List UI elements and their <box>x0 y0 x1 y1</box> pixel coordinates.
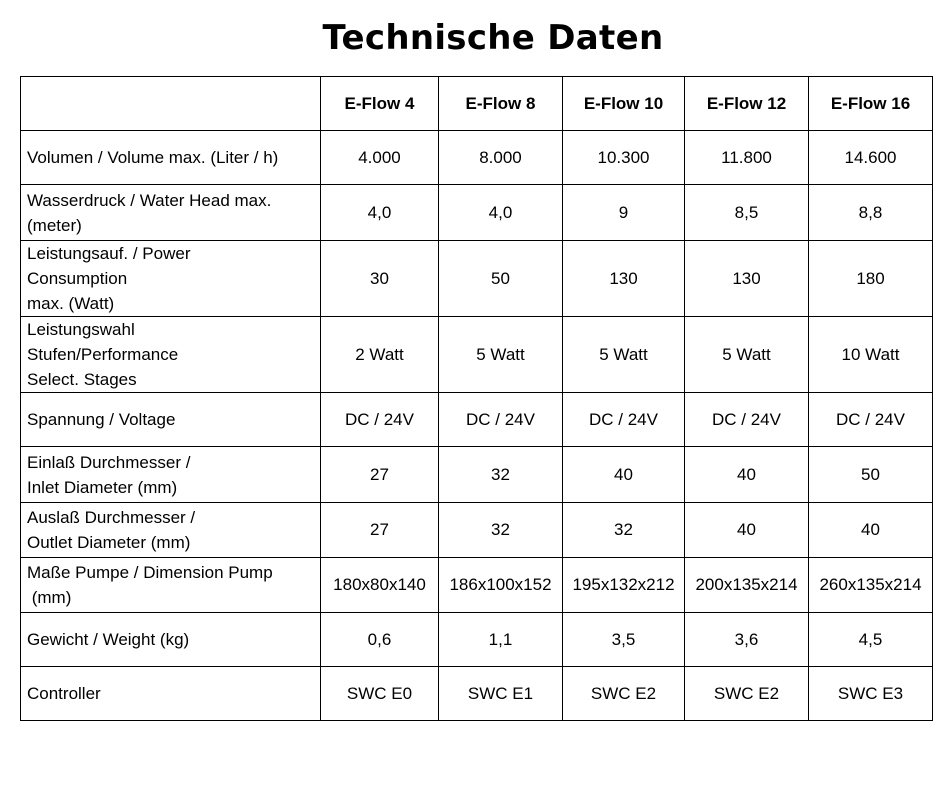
model-header: E-Flow 8 <box>439 77 563 131</box>
table-cell: 5 Watt <box>563 317 685 393</box>
row-label <box>21 393 321 447</box>
table-row-weight <box>21 613 933 667</box>
table-cell: 2 Watt <box>321 317 439 393</box>
row-label-line: Spannung / Voltage <box>27 410 176 429</box>
table-row-outlet-diameter <box>21 503 933 558</box>
row-label <box>21 317 321 393</box>
table-cell: 11.800 <box>685 131 809 185</box>
row-label <box>21 131 321 185</box>
table-cell: 40 <box>685 447 809 503</box>
table-cell: 8.000 <box>439 131 563 185</box>
table-cell: 180 <box>809 241 933 317</box>
table-cell: 32 <box>439 503 563 558</box>
table-row-voltage <box>21 393 933 447</box>
row-label-line: Controller <box>27 684 101 703</box>
table-row-controller <box>21 667 933 721</box>
table-cell: 200x135x214 <box>685 558 809 613</box>
table-cell: 3,6 <box>685 613 809 667</box>
table-cell: SWC E2 <box>563 667 685 721</box>
table-cell: 27 <box>321 503 439 558</box>
table-cell: SWC E2 <box>685 667 809 721</box>
table-cell: DC / 24V <box>685 393 809 447</box>
row-label-line: Select. Stages <box>27 370 137 389</box>
row-label-line: (mm) <box>27 588 72 607</box>
table-cell: DC / 24V <box>563 393 685 447</box>
table-cell: 195x132x212 <box>563 558 685 613</box>
table-row-volume <box>21 131 933 185</box>
table-row-dimension <box>21 558 933 613</box>
row-label-line: Maße Pumpe / Dimension Pump <box>27 563 273 582</box>
table-cell: DC / 24V <box>809 393 933 447</box>
table-cell: 3,5 <box>563 613 685 667</box>
row-label-line: (meter) <box>27 215 82 235</box>
model-header: E-Flow 16 <box>809 77 933 131</box>
table-row-power-consumption <box>21 241 933 317</box>
table-cell: 50 <box>809 447 933 503</box>
row-label <box>21 241 321 317</box>
row-label-line: Inlet Diameter (mm) <box>27 477 178 497</box>
table-cell: DC / 24V <box>321 393 439 447</box>
table-cell: 130 <box>685 241 809 317</box>
row-label-line: Auslaß Durchmesser / <box>27 508 196 527</box>
row-label-line: Leistungsauf. / Power <box>27 244 191 263</box>
row-label <box>21 185 321 241</box>
row-label <box>21 613 321 667</box>
table-cell: 1,1 <box>439 613 563 667</box>
model-header: E-Flow 12 <box>685 77 809 131</box>
row-label <box>21 447 321 503</box>
table-cell: 5 Watt <box>685 317 809 393</box>
table-cell: 8,8 <box>809 185 933 241</box>
table-cell: 186x100x152 <box>439 558 563 613</box>
row-label <box>21 503 321 558</box>
table-cell: 10.300 <box>563 131 685 185</box>
table-cell: 5 Watt <box>439 317 563 393</box>
technical-data-table <box>20 76 933 721</box>
row-label <box>21 667 321 721</box>
table-cell: SWC E1 <box>439 667 563 721</box>
row-label-line: Leistungswahl <box>27 320 135 339</box>
table-cell: 27 <box>321 447 439 503</box>
table-cell: 8,5 <box>685 185 809 241</box>
row-label-line: Gewicht / Weight (kg) <box>27 630 190 649</box>
row-label-line: Wasserdruck / Water Head max. <box>27 190 272 210</box>
table-cell: SWC E3 <box>809 667 933 721</box>
table-cell: SWC E0 <box>321 667 439 721</box>
model-header: E-Flow 4 <box>321 77 439 131</box>
table-cell: 14.600 <box>809 131 933 185</box>
page-title: Technische Daten <box>322 18 664 58</box>
table-cell: 32 <box>439 447 563 503</box>
table-cell: 30 <box>321 241 439 317</box>
table-cell: 4.000 <box>321 131 439 185</box>
table-row-water-head <box>21 185 933 241</box>
table-cell: 40 <box>809 503 933 558</box>
table-cell: 40 <box>685 503 809 558</box>
table-cell: 4,0 <box>321 185 439 241</box>
table-cell: 10 Watt <box>809 317 933 393</box>
table-cell: 4,0 <box>439 185 563 241</box>
table-row-performance-stages <box>21 317 933 393</box>
table-cell: 4,5 <box>809 613 933 667</box>
table-cell: DC / 24V <box>439 393 563 447</box>
table-cell: 40 <box>563 447 685 503</box>
row-label-line: Outlet Diameter (mm) <box>27 533 191 552</box>
table-cell: 0,6 <box>321 613 439 667</box>
table-row-inlet-diameter <box>21 447 933 503</box>
row-label <box>21 558 321 613</box>
row-label-line: max. (Watt) <box>27 294 115 313</box>
model-header: E-Flow 10 <box>563 77 685 131</box>
table-cell: 130 <box>563 241 685 317</box>
table-cell: 9 <box>563 185 685 241</box>
table-cell: 32 <box>563 503 685 558</box>
table-cell: 180x80x140 <box>321 558 439 613</box>
row-label-line: Volumen / Volume max. (Liter / h) <box>27 148 279 167</box>
row-label-line: Einlaß Durchmesser / <box>27 452 191 472</box>
header-corner-cell <box>21 77 321 131</box>
table-cell: 260x135x214 <box>809 558 933 613</box>
row-label-line: Consumption <box>27 269 128 288</box>
row-label-line: Stufen/Performance <box>27 345 179 364</box>
table-cell: 50 <box>439 241 563 317</box>
header-row <box>21 77 933 131</box>
